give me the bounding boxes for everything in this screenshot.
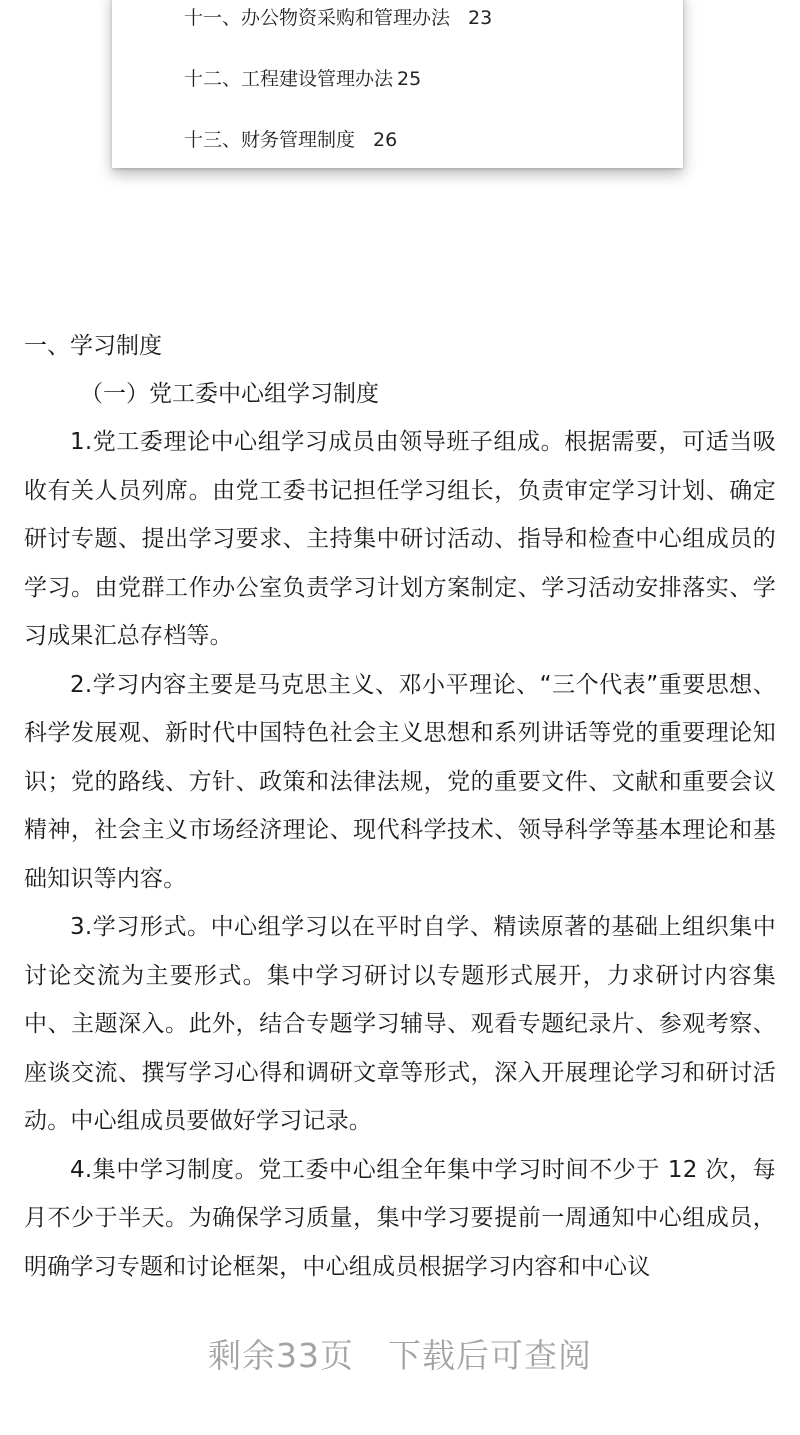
- paragraph-4: 4.集中学习制度。党工委中心组全年集中学习时间不少于 12 次，每月不少于半天。为确保学习质量，集中学习要提前一周通知中心组成员，明确学习专题和讨论框架，中心组成员根据学习内容和中心议: [24, 1156, 776, 1280]
- toc-item-13[interactable]: [184, 128, 397, 152]
- toc-card: [112, 0, 683, 168]
- toc-item-label: 十二、工程建设管理办法: [184, 68, 394, 90]
- toc-item-label: 十三、财务管理制度: [184, 129, 356, 151]
- paragraph-2: 2.学习内容主要是马克思主义、邓小平理论、“三个代表”重要思想、科学发展观、新时代中国特色社会主义思想和系列讲话等党的重要理论知识；党的路线、方针、政策和法律法规，党的重要文件、文献和重要会议精神，社会主义市场经济理论、现代科学技术、领导科学等基本理论和基础知识等内容。: [24, 671, 776, 892]
- toc-item-page: 26: [373, 129, 398, 151]
- download-prompt[interactable]: [0, 1334, 800, 1378]
- subsection-title: （一）党工委中心组学习制度: [80, 381, 379, 407]
- section-title: 一、学习制度: [24, 333, 162, 359]
- toc-item-11[interactable]: [184, 6, 492, 30]
- toc-item-page: 23: [468, 7, 493, 29]
- toc-item-page: 25: [397, 68, 422, 90]
- paragraph-1: 1.党工委理论中心组学习成员由领导班子组成。根据需要，可适当吸收有关人员列席。由党工委书记担任学习组长，负责审定学习计划、确定研讨专题、提出学习要求、主持集中研讨活动、指导和检查中心组成员的学习。由党群工作办公室负责学习计划方案制定、学习活动安排落实、学习成果汇总存档等。: [24, 429, 776, 649]
- download-to-view-text: 下载后可查阅: [388, 1336, 592, 1375]
- remaining-pages-text: 剩余33页: [208, 1336, 354, 1375]
- toc-item-12[interactable]: [184, 67, 421, 91]
- paragraph-3: 3.学习形式。中心组学习以在平时自学、精读原著的基础上组织集中讨论交流为主要形式。集中学习研讨以专题形式展开，力求研讨内容集中、主题深入。此外，结合专题学习辅导、观看专题纪录片、参观考察、座谈交流、撰写学习心得和调研文章等形式，深入开展理论学习和研讨活动。中心组成员要做好学习记录。: [24, 914, 776, 1134]
- toc-item-label: 十一、办公物资采购和管理办法: [184, 7, 451, 29]
- document-body: [24, 322, 776, 1291]
